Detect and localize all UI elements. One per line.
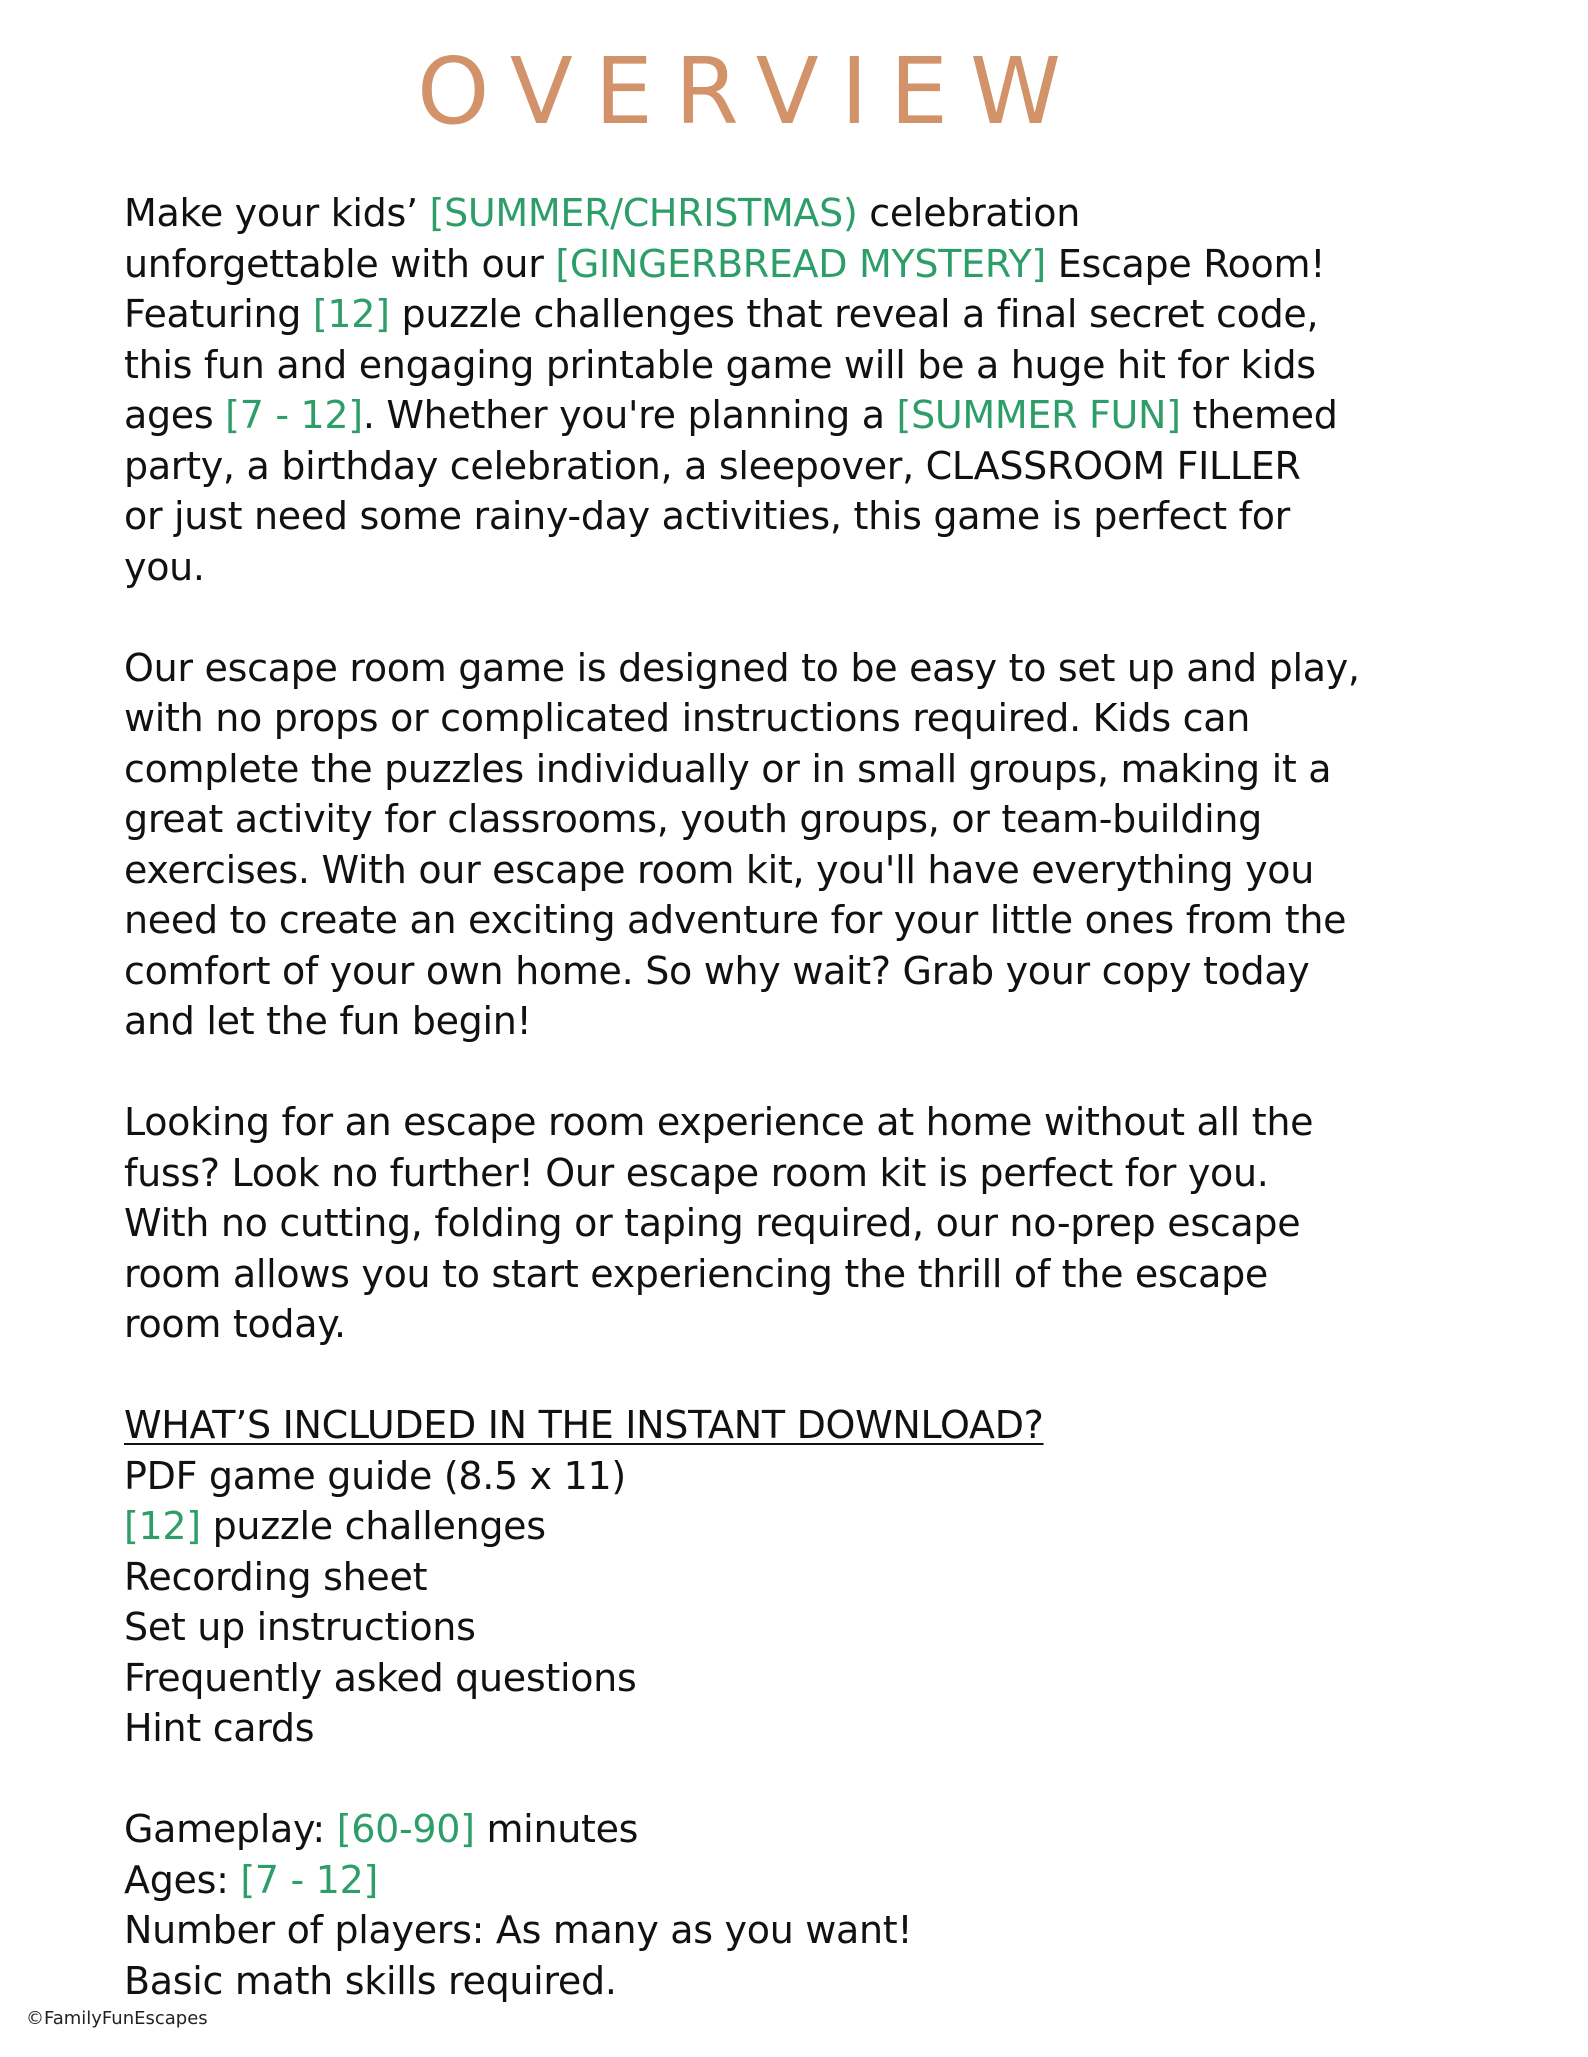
placeholder-text: [60-90] bbox=[336, 1807, 475, 1851]
document-body bbox=[124, 188, 1564, 2057]
placeholder-text: [SUMMER FUN] bbox=[896, 393, 1181, 437]
gameplay-line bbox=[124, 1804, 1564, 1855]
placeholder-text: [7 - 12] bbox=[225, 393, 363, 437]
text-line bbox=[124, 188, 1564, 239]
placeholder-text: [GINGERBREAD MYSTERY] bbox=[555, 241, 1046, 286]
placeholder-text: [12] bbox=[124, 1504, 201, 1548]
text-line: you. bbox=[124, 544, 205, 589]
ages-line bbox=[124, 1855, 1564, 1906]
text-span: Ages: bbox=[124, 1857, 241, 1902]
list-item: Recording sheet bbox=[124, 1554, 428, 1599]
text-span: puzzle challenges bbox=[200, 1504, 546, 1548]
text-line: exercises. With our escape room kit, you'll have everything you bbox=[124, 847, 1314, 892]
setup-paragraph bbox=[124, 643, 1564, 1047]
placeholder-text: [7 - 12] bbox=[240, 1857, 379, 1902]
text-line: complete the puzzles individually or in small groups, making it a bbox=[124, 746, 1332, 791]
text-span: celebration bbox=[857, 191, 1080, 235]
text-line: and let the fun begin! bbox=[124, 999, 532, 1043]
text-span: Escape Room! bbox=[1045, 241, 1326, 286]
text-line: With no cutting, folding or taping required, our no-prep escape bbox=[124, 1201, 1301, 1245]
no-prep-paragraph bbox=[124, 1097, 1564, 1350]
text-line bbox=[124, 239, 1564, 290]
intro-paragraph bbox=[124, 188, 1564, 592]
text-line bbox=[124, 390, 1564, 441]
text-span: . Whether you're planning a bbox=[362, 393, 897, 437]
list-item: Frequently asked questions bbox=[124, 1655, 637, 1700]
page-title: OVERVIEW bbox=[417, 38, 1083, 145]
list-item: Set up instructions bbox=[124, 1605, 476, 1649]
section-heading: WHAT’S INCLUDED IN THE INSTANT DOWNLOAD? bbox=[124, 1403, 1044, 1447]
text-line: great activity for classrooms, youth groups, or team-building bbox=[124, 797, 1262, 841]
text-span: minutes bbox=[474, 1807, 639, 1851]
placeholder-text: [SUMMER/CHRISTMAS) bbox=[429, 191, 858, 235]
text-line: fuss? Look no further! Our escape room kit is perfect for you. bbox=[124, 1150, 1269, 1195]
text-span: Gameplay: bbox=[124, 1807, 337, 1851]
list-item: Hint cards bbox=[124, 1706, 315, 1750]
text-span: Make your kids’ bbox=[124, 191, 430, 235]
text-span: unforgettable with our bbox=[124, 241, 556, 286]
list-item: PDF game guide (8.5 x 11) bbox=[124, 1453, 626, 1498]
text-line: Our escape room game is designed to be easy to set up and play, bbox=[124, 645, 1360, 690]
text-span: puzzle challenges that reveal a final secret code, bbox=[389, 292, 1319, 336]
list-item bbox=[124, 1501, 1564, 1552]
text-span: themed bbox=[1180, 393, 1338, 437]
text-line: room allows you to start experiencing the thrill of the escape bbox=[124, 1251, 1268, 1296]
text-line bbox=[124, 289, 1564, 340]
text-span: ages bbox=[124, 393, 226, 437]
text-line: this fun and engaging printable game will be a huge hit for kids bbox=[124, 342, 1316, 387]
details-section bbox=[124, 1804, 1564, 2006]
placeholder-text: [12] bbox=[312, 292, 390, 336]
text-line: room today. bbox=[124, 1302, 346, 1346]
copyright-notice: ©FamilyFunEscapes bbox=[26, 2008, 208, 2029]
text-line: with no props or complicated instructions required. Kids can bbox=[124, 696, 1250, 740]
text-line: need to create an exciting adventure for your little ones from the bbox=[124, 898, 1347, 942]
text-line: comfort of your own home. So why wait? Grab your copy today bbox=[124, 948, 1310, 993]
text-line: Looking for an escape room experience at home without all the bbox=[124, 1100, 1314, 1144]
text-span: Featuring bbox=[124, 292, 313, 336]
text-line: party, a birthday celebration, a sleepover, CLASSROOM FILLER bbox=[124, 443, 1301, 488]
players-line: Number of players: As many as you want! bbox=[124, 1908, 913, 1952]
text-line: or just need some rainy-day activities, this game is perfect for bbox=[124, 494, 1290, 538]
included-section bbox=[124, 1400, 1564, 1754]
skills-line: Basic math skills required. bbox=[124, 1958, 617, 2003]
